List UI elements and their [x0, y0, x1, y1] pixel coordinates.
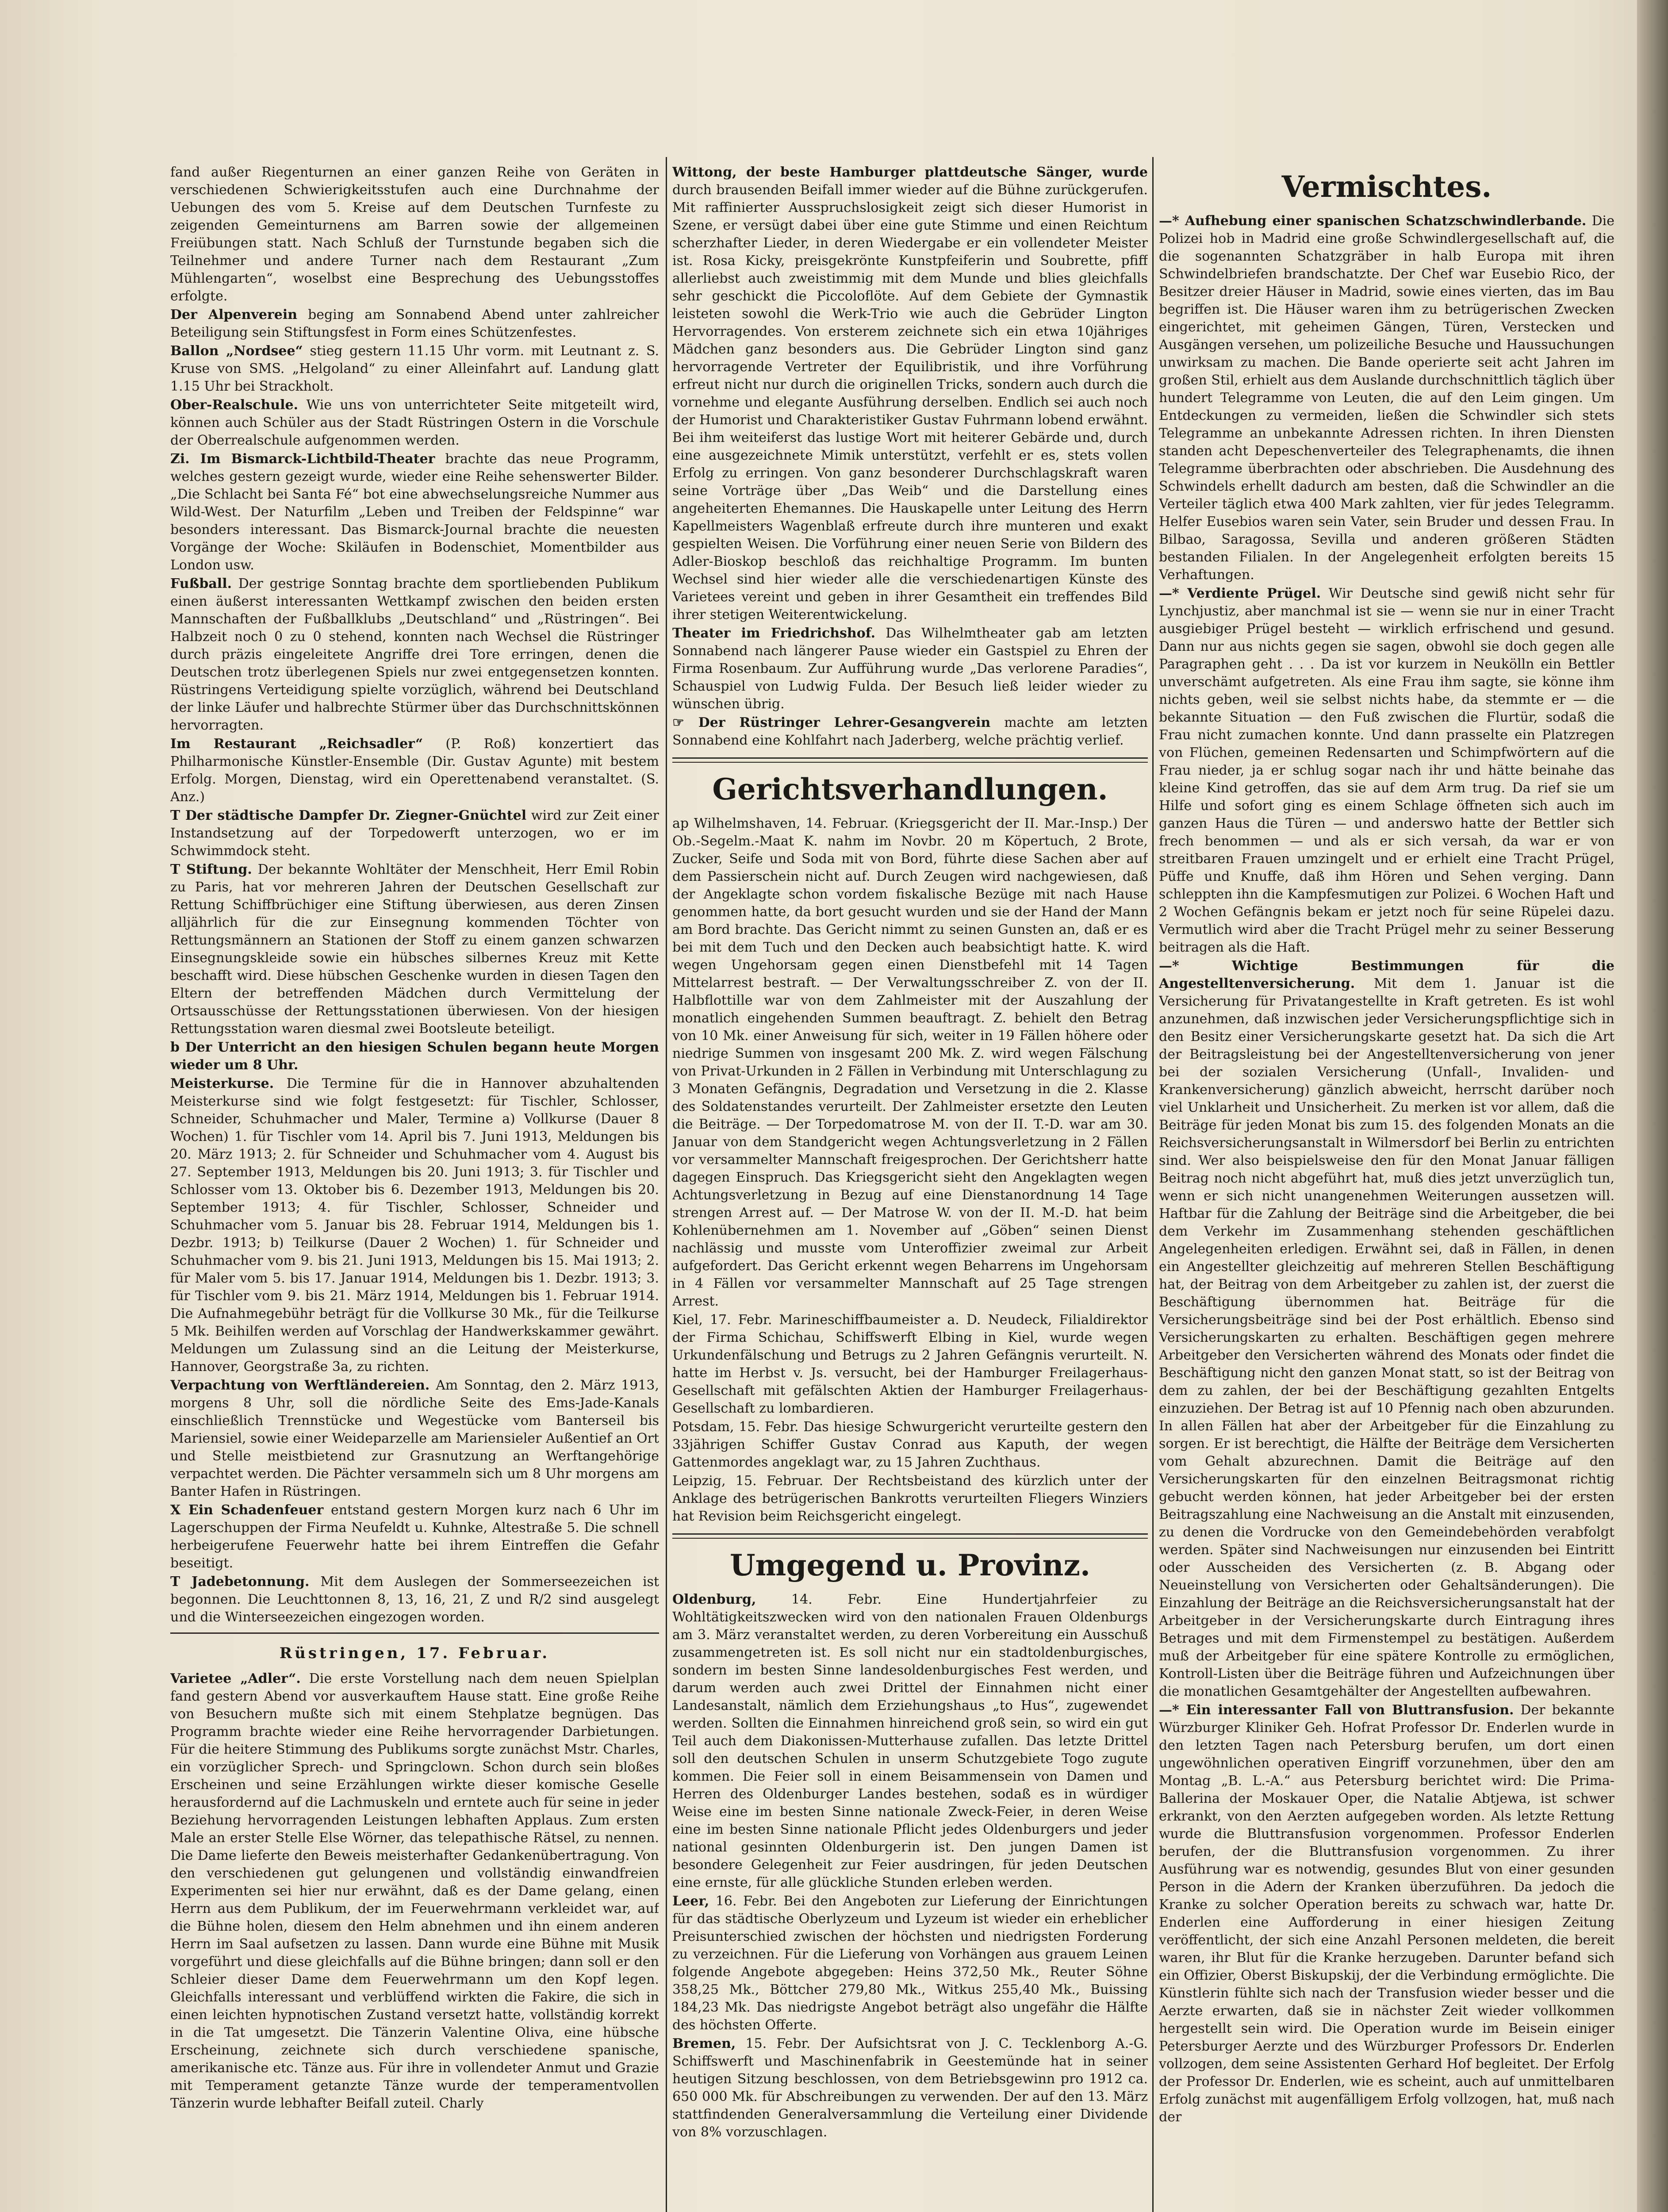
- left-articles: [170, 164, 659, 1626]
- article-paragraph: [170, 1670, 659, 2112]
- article-paragraph: [1159, 1701, 1614, 2126]
- article-paragraph: [170, 450, 659, 574]
- article-paragraph: [672, 1418, 1148, 1471]
- article-lead: T Der städtische Dampfer Dr. Ziegner-Gnüchtel: [170, 808, 527, 823]
- article-lead: Bremen,: [672, 2036, 736, 2051]
- article-text: Der gestrige Sonntag brachte dem sportliebenden Publikum einen äußerst interessanten Wettkampf zwischen den beiden ersten Mannschaften der Fußballklubs „Deutschland“ und „Rüstringen“. Bei Halbzeit noch 0 zu 0 stehend, konnten nach Wechsel die Rüstringer durch präzis eingeleitete Angriffe drei Tore erringen, denen die Deutschen trotz überlegenen Spiels nur zwei entgegensetzen konnten. Rüstringens Verteidigung spielte vorzüglich, während bei Deutschland der linke Läufer und halbrechte Stürmer über das Durchschnittskönnen hervorragten.: [170, 576, 659, 733]
- article-paragraph: [170, 575, 659, 734]
- article-lead: Wittong, der beste Hamburger plattdeutsche Sänger, wurde: [672, 165, 1148, 180]
- misc-articles: [1159, 212, 1614, 2126]
- article-text: 15. Febr. Der Aufsichtsrat von J. C. Tecklenborg A.-G. Schiffswerft und Maschinenfabrik in Geestemünde hat in seiner heutigen Sitzung beschlossen, von dem Betriebsgewinn pro 1912 ca. 650 000 Mk. für Abschreibungen zu verwenden. Der auf den 13. März stattfindenden Generalversammlung die Verteilung einer Dividende von 8% vorzuschlagen.: [672, 2036, 1148, 2140]
- article-paragraph: [170, 306, 659, 342]
- province-articles: [672, 1591, 1148, 2141]
- article-text: beging am Sonnabend Abend unter zahlreicher Beteiligung sein Stiftungsfest in Form eines Schützenfestes.: [170, 307, 659, 340]
- article-text: (P. Roß) konzertiert das Philharmonische Künstler-Ensemble (Dir. Gustav Agunte) mit bestem Erfolg. Morgen, Dienstag, wird ein Operettenabend veranstaltet. (S. Anz.): [170, 736, 659, 805]
- section-divider: [672, 1533, 1148, 1539]
- article-lead: b Der Unterricht an den hiesigen Schulen begann heute Morgen wieder um 8 Uhr.: [170, 1040, 659, 1073]
- article-paragraph: [1159, 212, 1614, 584]
- column-right: [1159, 164, 1614, 2212]
- article-lead: Im Restaurant „Reichsadler“: [170, 736, 423, 752]
- article-text: brachte das neue Programm, welches gestern gezeigt wurde, wieder eine Reihe sehenswerter Bilder. „Die Schlacht bei Santa Fé“ bot eine abwechselungsreiche Nummer aus Wild-West. Der Naturfilm „Leben und Treiben der Feldspinne“ war besonders interessant. Das Bismarck-Journal brachte die neuesten Vorgänge der Woche: Skiläufen in Bodenschiet, Momentbilder aus London usw.: [170, 451, 659, 573]
- misc-heading: Vermischtes.: [1281, 169, 1492, 204]
- article-lead: Zi. Im Bismarck-Lichtbild-Theater: [170, 451, 435, 467]
- article-text: wird zur Zeit einer Instandsetzung auf der Torpedowerft unterzogen, wo er im Schwimmdock steht.: [170, 808, 659, 859]
- article-text: Am Sonntag, den 2. März 1913, morgens 8 Uhr, soll die nördliche Seite des Ems-Jade-Kanals einschließlich Trennstücke und Wegestücke vom Banterseil bis Mariensiel, sowie einer Weideparzelle am Mariensieler Außentief an Ort und Stelle meistbietend zur Grasnutzung an Werftangehörige verpachtet werden. Die Pächter versammeln sich um 8 Uhr morgens am Banter Hafen in Rüstringen.: [170, 1378, 659, 1499]
- article-paragraph: [170, 1502, 659, 1572]
- court-heading: Gerichtsverhandlungen.: [712, 772, 1108, 806]
- left-articles-after: [170, 1670, 659, 2112]
- article-paragraph: [672, 2035, 1148, 2141]
- article-paragraph: [170, 342, 659, 396]
- article-paragraph: [672, 1893, 1148, 2034]
- article-paragraph: [672, 1311, 1148, 1417]
- article-text: Wir Deutsche sind gewiß nicht sehr für Lynchjustiz, aber manchmal ist sie — wenn sie nur in einer Tracht ausgiebiger Prügel besteht — wirklich erfrischend und gesund. Dann nur aus nichts gegen sie sagen, obwohl sie doch gegen alle Paragraphen geht . . . Da ist vor kurzem in Neukölln ein Bettler unverschämt aufgetreten. Als eine Frau ihm sagte, sie könne ihm nichts geben, weil sie selbst nichts habe, da stemmte er — die bekannte Situation — den Fuß zwischen die Flurtür, sodaß die Frau nicht zumachen konnte. Und dann prasselte ein Platzregen von Flüchen, gemeinen Redensarten und Schimpfwörtern auf die Frau nieder, ja er schlug sogar nach ihr und hätte beinahe das kleine Kind getroffen, das sie auf dem Arm trug. Da rief sie um Hilfe und sofort ging es einem Schlage öffneten sich auch im ganzen Haus die Türen — und anderswo hatte der Bettler sich frech benommen — und als er sich versah, da war er von streitbaren Frauen umzingelt und er erhielt eine Tracht Prügel, Püffe und Knuffe, daß ihm Hören und Sehen verging. Dann schleppten ihn die Kampfesmutigen zur Polizei. 6 Wochen Haft und 2 Wochen Gefängnis bekam er jetzt noch für seine Rüpelei dazu. Vermutlich wird aber die Tracht Prügel mehr zu seiner Besserung beitragen als die Haft.: [1159, 586, 1614, 955]
- ruestringen-heading: Rüstringen, 17. Februar.: [279, 1644, 550, 1662]
- article-lead: Ober-Realschule.: [170, 397, 299, 413]
- article-text: fand außer Riegenturnen an einer ganzen Reihe von Geräten in verschiedenen Schwierigkeitsstufen auch eine Durchnahme der Uebungen des vom 5. Kreise auf dem Deutschen Turnfeste zu zeigenden Gemeinturnens am Barren sowie der allgemeinen Freiübungen statt. Nach Schluß der Turnstunde begaben sich die Teilnehmer und andere Turner nach dem Restaurant „Zum Mühlengarten“, woselbst eine Besprechung des Uebungsstoffes erfolgte.: [170, 165, 659, 304]
- article-paragraph: [170, 1573, 659, 1626]
- article-text: Mit dem 1. Januar ist die Versicherung für Privatangestellte in Kraft getreten. Es ist wohl anzunehmen, daß inzwischen jeder Versicherungspflichtige sich in den Besitz einer Versicherungskarte gesetzt hat. Da sich die Art der Beitragsleistung bei der Angestelltenversicherung von jener bei der sozialen Versicherung (Unfall-, Invaliden- und Krankenversicherung) gänzlich abweicht, herrscht darüber noch viel Unklarheit und Unsicherheit. Zu merken ist vor allem, daß die Beiträge für jeden Monat bis zum 15. des folgenden Monats an die Reichsversicherungsanstalt in Wilmersdorf bei Berlin zu entrichten sind. Wer also beispielsweise den für den Monat Januar fälligen Beitrag noch nicht abgeführt hat, muß dies jetzt unverzüglich tun, wenn er sich nicht unangenehmen Weiterungen aussetzen will. Haftbar für die Zahlung der Beiträge sind die Arbeitgeber, die bei dem Verkehr im Zusammenhang stehenden geschäftlichen Angelegenheiten erledigen. Erwähnt sei, daß in Fällen, in denen ein Angestellter gleichzeitig auf mehreren Stellen Beschäftigung hat, der Beitrag von dem Arbeitgeber zu zahlen ist, der zuerst die Beschäftigung übernommen hat. Beiträge für die Versicherungsbeiträge sind bei der Post erhältlich. Ebenso sind Versicherungskarten zu erhalten. Beschäftigen gegen mehrere Arbeitgeber den Versicherten während des Monats oder findet die Beschäftigung nicht den ganzen Monat statt, so ist der Beitrag von dem zu zahlen, der bei der Beschäftigung gezahlten Entgelts einzuziehen. Der Betrag ist auf 10 Pfennig nach oben abzurunden. In allen Fällen hat aber der Arbeitgeber für die Einzahlung zu sorgen. Er ist berechtigt, die Hälfte der Beiträge dem Versicherten vom Gehalt abzurechnen. Damit die Beiträge auf den Versicherungskarten für den einzelnen Beitragsmonat richtig gebucht werden können, hat jeder Arbeitgeber bei der ersten Beitragszahlung eine Nachweisung an die Anstalt mit einzusenden, zu denen die Vordrucke von den Gemeindebehörden verabfolgt werden. Später sind Nachweisungen nur einzusenden bei Eintritt oder Ausscheiden des Versicherten (z. B. Abgang oder Neueinstellung von Versicherten oder Gehaltsänderungen). Die Einzahlung der Beiträge an die Reichsversicherungsanstalt hat der Arbeitgeber in der Versicherungskarte durch Eintragung ihres Betrages und mit dem Firmenstempel zu bestätigen. Außerdem muß der Arbeitgeber für eine spätere Kontrolle zu ermöglichen, Kontroll-Listen über die Beiträge führen und Aufzeichnungen über die monatlichen Gesamtgehälter der Angestellten aufbewahren.: [1159, 976, 1614, 1699]
- article-lead: —* Wichtige Bestimmungen für die Angestelltenversicherung.: [1159, 958, 1614, 991]
- article-text: Die Termine für die in Hannover abzuhaltenden Meisterkurse sind wie folgt festgesetzt: für Tischler, Schlosser, Schneider, Schuhmacher und Maler, Termine a) Vollkurse (Dauer 8 Wochen) 1. für Tischler vom 14. April bis 7. Juni 1913, Meldungen bis 20. März 1913; 2. für Schneider und Schuhmacher vom 4. August bis 27. September 1913, Meldungen bis 20. Juni 1913; 3. für Tischler und Schlosser vom 13. Oktober bis 6. Dezember 1913, Meldungen bis 20. September 1913; 4. für Tischler, Schlosser, Schneider und Schuhmacher vom 5. Januar bis 28. Februar 1914, Meldungen bis 1. Dezbr. 1913; b) Teilkurse (Dauer 2 Wochen) 1. für Schneider und Schuhmacher vom 9. bis 21. Juni 1913, Meldungen bis 15. Mai 1913; 2. für Maler vom 5. bis 17. Januar 1914, Meldungen bis 1. Dezbr. 1913; 3. für Tischler vom 9. bis 21. März 1914, Meldungen bis 1. Februar 1914. Die Aufnahmegebühr beträgt für die Vollkurse 30 Mk., für die Teilkurse 5 Mk. Beihilfen werden auf Vorschlag der Handwerkskammer gewährt. Meldungen um Zulassung sind an die Leitung der Meisterkurse, Hannover, Georgstraße 3a, zu richten.: [170, 1076, 659, 1375]
- article-paragraph: [170, 164, 659, 305]
- article-paragraph: [170, 735, 659, 806]
- article-lead: ☞ Der Rüstringer Lehrer-Gesangverein: [672, 715, 991, 730]
- article-lead: Der Alpenverein: [170, 307, 298, 323]
- province-heading: Umgegend u. Provinz.: [729, 1548, 1090, 1582]
- article-text: Mit dem Auslegen der Sommerseezeichen ist begonnen. Die Leuchttonnen 8, 13, 16, 21, Z und R/2 sind ausgelegt und die Winterseezeichen eingezogen worden.: [170, 1574, 659, 1625]
- section-divider: [170, 1632, 659, 1634]
- column-rule-right: [1152, 157, 1154, 2212]
- article-text: Die erste Vorstellung nach dem neuen Spielplan fand gestern Abend vor ausverkauftem Hause statt. Eine große Reihe von Besuchern mußte sich mit einem Stehplatze begnügen. Das Programm brachte wieder eine Reihe hervorragender Darbietungen. Für die heitere Stimmung des Publikums sorgte zunächst Mstr. Charles, ein vorzüglicher Sprech- und Springclown. Schon durch sein bloßes Erscheinen und seine Erzählungen wirkte dieser komische Geselle herausfordernd auf die Lachmuskeln und erntete auch für seine in jeder Beziehung hervorragenden Leistungen lebhaften Applaus. Zum ersten Male an erster Stelle Else Wörner, das telepathische Rätsel, zu nennen. Die Dame lieferte den Beweis meisterhafter Gedankenübertragung. Von den verschiedenen gut gelungenen und vollständig einwandfreien Experimenten sei hier nur erwähnt, daß es der Dame gelang, einen Herrn aus dem Publikum, der im Feuerwehrmann verkleidet war, auf die Bühne holen, diesem den Helm abnehmen und ihn einem anderen Herrn im Saal aufsetzen zu lassen. Dann wurde eine Bühne mit Musik vorgeführt und diese gleichfalls auf die Bühne bringen; dann soll er den Schleier dieser Dame dem Feuerwehrmann um den Kopf legen. Gleichfalls interessant und verblüffend wirkten die Fakire, die sich in einen leichten hypnotischen Zustand versetzt hatte, vollständig korrekt in die Tat umgesetzt. Die Tänzerin Valentine Oliva, eine hübsche Erscheinung, zeichnete sich durch verschiedene spanische, amerikanische etc. Tänze aus. Für ihre in vollendeter Anmut und Grazie mit Temperament getanzte Tänze wurde der temperamentvollen Tänzerin wurde lebhafter Beifall zuteil. Charly: [170, 1671, 659, 2111]
- article-lead: Ballon „Nordsee“: [170, 343, 303, 359]
- article-text: 16. Febr. Bei den Angeboten zur Lieferung der Einrichtungen für das städtische Oberlyzeum und Lyzeum ist wieder ein erheblicher Preisunterschied zwischen der höchsten und niedrigsten Forderung zu verzeichnen. Für die Lieferung von Vorhängen aus grauem Leinen folgende Angebote abgegeben: Heins 372,50 Mk., Reuter Söhne 358,25 Mk., Böttcher 279,80 Mk., Witkus 255,40 Mk., Buissing 184,23 Mk. Das niedrigste Angebot beträgt also ungefähr die Hälfte des höchsten Offerte.: [672, 1893, 1148, 2033]
- article-text: Der bekannte Wohltäter der Menschheit, Herr Emil Robin zu Paris, hat vor mehreren Jahren der Deutschen Gesellschaft zur Rettung Schiffbrüchiger eine Stiftung überwiesen, aus deren Zinsen alljährlich für die zur Einsegnung kommenden Töchter von Rettungsmännern an Stationen der Stoff zu einem ganzen schwarzen Einsegnungskleide sowie ein hübsches silbernes Kreuz mit Kette beschafft wird. Diese hübschen Geschenke wurden in diesen Tagen den Eltern der betreffenden Mädchen durch Vermittelung der Ortsausschüsse der Rettungsstationen überwiesen. Von der hiesigen Rettungsstation waren diesmal zwei Bootsleute beteiligt.: [170, 862, 659, 1037]
- article-paragraph: [672, 164, 1148, 624]
- article-paragraph: [672, 815, 1148, 1310]
- column-middle: [672, 164, 1148, 2212]
- article-text: Leipzig, 15. Februar. Der Rechtsbeistand des kürzlich unter der Anklage des betrügerischen Bankrotts verurteilten Fliegers Winziers hat Revision beim Reichsgericht eingelegt.: [672, 1473, 1148, 1524]
- article-text: Kiel, 17. Febr. Marineschiffbaumeister a. D. Neudeck, Filialdirektor der Firma Schichau, Schiffswerft Elbing in Kiel, wurde wegen Urkundenfälschung und Betrugs zu 2 Jahren Gefängnis verurteilt. N. hatte im Herbst v. Js. versucht, bei der Hamburger Freilagerhaus-Gesellschaft mit gefälschten Aktien der Hamburger Freilagerhaus-Gesellschaft zu lombardieren.: [672, 1312, 1148, 1416]
- article-paragraph: [170, 396, 659, 449]
- article-lead: —* Verdiente Prügel.: [1159, 586, 1321, 601]
- article-paragraph: [170, 1075, 659, 1376]
- article-lead: Fußball.: [170, 576, 232, 591]
- article-text: 14. Febr. Eine Hundertjahrfeier zu Wohltätigkeitszwecken wird von den nationalen Frauen Oldenburgs am 3. März veranstaltet werden, zu deren Vorbereitung ein Ausschuß zusammengetreten ist. Es soll nicht nur ein stadtoldenburgisches, sondern im besten Sinne landesoldenburgisches Fest werden, und darum werden auch zwei Drittel der Einnahmen nicht einer Landesanstalt, nämlich dem Erziehungshaus „to Hus“, zugewendet werden. Sollten die Einnahmen hinreichend groß sein, so wird ein gut Teil auch dem Diakonissen-Mutterhause zufallen. Das letzte Drittel soll den deutschen Schulen in unserm Schutzgebiete Togo zugute kommen. Die Feier soll in einem Beisammensein von Damen und Herren des Oldenburger Landes bestehen, sodaß es in würdiger Weise eine im besten Sinne nationale Zweck-Feier, in deren Weise eine im besten Sinne nationale Pflicht jedes Oldenburgers und jeder national gesinnten Oldenburgerin ist. Den jungen Damen ist besondere Gelegenheit zur Feier ausdringen, für jeden Deutschen eine ernste, für alle glückliche Stunden erleben werden.: [672, 1592, 1148, 1890]
- article-paragraph: [1159, 957, 1614, 1701]
- article-text: Das Wilhelmtheater gab am letzten Sonnabend nach längerer Pause wieder ein Gastspiel zu Ehren der Firma Rosenbaum. Zur Aufführung wurde „Das verlorene Paradies“, Schauspiel von Ludwig Fulda. Der Besuch ließ leider wieder zu wünschen übrig.: [672, 626, 1148, 712]
- article-text: Potsdam, 15. Febr. Das hiesige Schwurgericht verurteilte gestern den 33jährigen Schiffer Gustav Conrad aus Kaputh, der wegen Gattenmordes angeklagt war, zu 15 Jahren Zuchthaus.: [672, 1419, 1148, 1470]
- article-text: Die Polizei hob in Madrid eine große Schwindlergesellschaft auf, die die sogenannten Schatzgräber in halb Europa mit ihren Schwindelbriefen brandschatzte. Der Chef war Eusebio Rico, der Besitzer dreier Häuser in Madrid, sowie eines vierten, das im Bau begriffen ist. Die Häuser waren ihm zu betrügerischen Zwecken eingerichtet, mit geheimen Gängen, Türen, Verstecken und Ausgängen versehen, um polizeiliche Besuche und Haussuchungen unwirksam zu machen. Die Bande operierte seit acht Jahren im großen Stil, erhielt aus dem Auslande durchschnittlich täglich über hundert Telegramme von Leuten, die auf den Leim gingen. Um Entdeckungen zu vermeiden, ließen die Schwindler sich stets Telegramme an unbekannte Adressen richten. In ihren Diensten standen acht Depeschenverteiler des Telegraphenamts, die ihnen Telegramme überbrachten oder abschrieben. Die Ausdehnung des Schwindels erhellt dadurch am besten, daß die Schwindler an die Verteiler täglich etwa 400 Mark zahlten, vier für jedes Telegramm. Helfer Eusebios waren sein Vater, sein Bruder und dessen Frau. In Bilbao, Saragossa, Sevilla und anderen größeren Städten bestanden Filialen. In der Angelegenheit erfolgten bereits 15 Verhaftungen.: [1159, 213, 1614, 583]
- article-paragraph: [170, 1039, 659, 1074]
- article-lead: X Ein Schadenfeuer: [170, 1502, 324, 1518]
- article-paragraph: [672, 1591, 1148, 1892]
- article-paragraph: [170, 1377, 659, 1501]
- article-lead: T Stiftung.: [170, 862, 252, 877]
- page-binding-edge: [1637, 0, 1668, 2212]
- column-rule-left: [666, 157, 667, 2212]
- column-left: [170, 164, 659, 2212]
- article-text: machte am letzten Sonnabend eine Kohlfahrt nach Jaderberg, welche prächtig verlief.: [672, 715, 1148, 748]
- article-text: stieg gestern 11.15 Uhr vorm. mit Leutnant z. S. Kruse von SMS. „Helgoland“ zu einer Alleinfahrt auf. Landung glatt 1.15 Uhr bei Strackholt.: [170, 343, 659, 394]
- article-paragraph: [170, 861, 659, 1038]
- article-text: durch brausenden Beifall immer wieder auf die Bühne zurückgerufen. Mit raffinierter Ausspruchslosigkeit zeigt sich dieser Humorist in Szene, er versügt dabei über eine gute Stimme und einen Reichtum scherzhafter Lieder, in deren Wiedergabe er ein vollendeter Meister ist. Rosa Kicky, preisgekrönte Kunstpfeiferin und Soubrette, pfiff allerliebst auch zweistimmig mit dem Munde und blies gleichfalls sehr geschickt die Piccoloflöte. Auf dem Gebiete der Gymnastik leisteten sowohl die Werk-Trio wie auch die Gebrüder Lington Hervorragendes. Von ersterem zeichnete sich ein etwa 10jähriges Mädchen ganz besonders aus. Die Gebrüder Lington sind ganz hervorragende Vertreter der Equilibristik, und ihre Vorführung erfreut nicht nur durch die originellen Tricks, sondern auch durch die vornehme und elegante Ausführung derselben. Endlich sei auch noch der Humorist und Charakteristiker Gustav Fuhrmann lobend erwähnt. Bei ihm weiteiferst das lustige Wort mit heiterer Gebärde und, durch eine ausgezeichnete Mimik unterstützt, verfehlt er es, stets vollen Erfolg zu erringen. Von ganz besonderer Durchschlagskraft waren seine Vorträge über „Das Weib“ und die Darstellung eines angeheiterten Ehemannes. Die Hauskapelle unter Leitung des Herrn Kapellmeisters Wagenblaß erfreute durch ihre munteren und exakt gespielten Weisen. Die Vorführung einer neuen Serie von Bildern des Adler-Bioskop beschloß das reichhaltige Programm. Im bunten Wechsel sind hier wieder alle die verschiedenartigen Künste des Varietees vereint und geben in ihrer Gesamtheit ein treffendes Bild ihrer stetigen Weiterentwickelung.: [672, 182, 1148, 622]
- article-lead: —* Ein interessanter Fall von Bluttransfusion.: [1159, 1702, 1514, 1718]
- article-paragraph: [672, 714, 1148, 749]
- article-lead: Verpachtung von Werftländereien.: [170, 1378, 430, 1393]
- article-lead: —* Aufhebung einer spanischen Schatzschwindlerbande.: [1159, 213, 1587, 229]
- article-paragraph: [672, 1472, 1148, 1525]
- article-text: Wie uns von unterrichteter Seite mitgeteilt wird, können auch Schüler aus der Stadt Rüstringen Ostern in die Vorschule der Oberrealschule aufgenommen werden.: [170, 397, 659, 448]
- article-text: ap Wilhelmshaven, 14. Februar. (Kriegsgericht der II. Mar.-Insp.) Der Ob.-Segelm.-Maat K. nahm im Novbr. 20 m Köpertuch, 2 Brote, Zucker, Seife und Soda mit von Bord, führte diese Sachen aber auf dem Passierschein nicht auf. Durch Zeugen wird nachgewiesen, daß der Angeklagte schon vordem fiskalische Bezüge mit nach Hause genommen hatte, da bort gesucht wurden und sie der Hand der Mann am Bord brachte. Das Gericht nimmt zu seinen Gunsten an, daß er es bei mit dem Tuch und den Decken auch beabsichtigt hatte. K. wird wegen Ungehorsam gegen einen Dienstbefehl mit 14 Tagen Mittelarrest bestraft. — Der Verwaltungsschreiber Z. von der II. Halbflottille war von dem Zahlmeister mit der Auszahlung der monatlich eingehenden Summen beauftragt. Z. behielt den Betrag von 10 Mk. einer Anweisung für sich, weiter in 19 Fällen höhere oder niedrige Summen von insgesamt 200 Mk. Z. wird wegen Fälschung von Privat-Urkunden in 2 Fällen in Verbindung mit Unterschlagung zu 3 Monaten Gefängnis, Degradation und Versetzung in die 2. Klasse des Soldatenstandes verurteilt. Der Zahlmeister ersetzte den Leuten die Beiträge. — Der Torpedomatrose M. von der II. T.-D. war am 30. Januar von dem Standgericht wegen Achtungsverletzung in 2 Fällen vor versammelter Mannschaft freigesprochen. Der Gerichtsherr hatte dagegen Einspruch. Das Kriegsgericht sieht den Angeklagten wegen Achtungsverletzung in Bezug auf eine Dienstanordnung 14 Tage strengen Arrest auf. — Der Matrose W. von der II. M.-D. hat beim Kohlenübernehmen am 1. November auf „Göben“ seinen Dienst nachlässig und musste vom Unteroffizier zweimal zur Arbeit aufgefordert. Das Gericht erkennt wegen Beharrens im Ungehorsam in 4 Fällen vor versammelter Mannschaft auf 25 Tage strengen Arrest.: [672, 816, 1148, 1309]
- article-text: entstand gestern Morgen kurz nach 6 Uhr im Lagerschuppen der Firma Neufeldt u. Kuhnke, Altestraße 5. Die schnell herbeigerufene Feuerwehr hatte bei ihrem Eintreffen die Gefahr beseitigt.: [170, 1502, 659, 1571]
- section-divider: [672, 757, 1148, 763]
- article-lead: Meisterkurse.: [170, 1076, 274, 1091]
- article-lead: Oldenburg,: [672, 1592, 756, 1607]
- article-paragraph: [672, 625, 1148, 713]
- article-lead: Leer,: [672, 1893, 709, 1909]
- article-lead: Theater im Friedrichshof.: [672, 626, 876, 641]
- article-lead: T Jadebetonnung.: [170, 1574, 310, 1590]
- article-paragraph: [1159, 585, 1614, 956]
- article-text: Der bekannte Würzburger Kliniker Geh. Hofrat Professor Dr. Enderlen wurde in den letzten Tagen nach Petersburg berufen, um dort einen ungewöhnlichen operativen Eingriff vorzunehmen, über den am Montag „B. L.-A.“ aus Petersburg berichtet wird: Die Prima-Ballerina der Moskauer Oper, die Natalie Abtjewa, ist schwer erkrankt, von den Aerzten aufgegeben worden. Als letzte Rettung wurde die Bluttransfusion vorgenommen. Professor Enderlen berufen, der die Bluttransfusion vorgenommen. Zu ihrer Ausführung war es notwendig, gesundes Blut von einer gesunden Person in die Adern der Kranken überzuführen. Da jedoch die Kranke zu solcher Operation bereits zu schwach war, hatte Dr. Enderlen eine Aufforderung in einer hiesigen Zeitung veröffentlicht, der sich eine Anzahl Personen meldeten, die bereit waren, ihr Blut für die Kranke herzugeben. Darunter befand sich ein Offizier, Oberst Biskupskij, der die Verbindung ermöglichte. Die Künstlerin fühlte sich nach der Transfusion wieder besser und die Aerzte erwarten, daß sie in nächster Zeit wieder vollkommen hergestellt sein wird. Die Operation wurde im Beisein einiger Petersburger Aerzte und des Würzburger Professors Dr. Enderlen vollzogen, dem seine Assistenten Gerhard Hof begleitet. Der Erfolg der Professor Dr. Enderlen, wie es scheint, auch auf unmittelbaren Erfolg zunächst mit augenfälligem Erfolg vollzogen, hat, muß nach der: [1159, 1702, 1614, 2125]
- article-paragraph: [170, 807, 659, 860]
- court-articles: [672, 815, 1148, 1525]
- middle-articles: [672, 164, 1148, 749]
- article-lead: Varietee „Adler“.: [170, 1671, 301, 1686]
